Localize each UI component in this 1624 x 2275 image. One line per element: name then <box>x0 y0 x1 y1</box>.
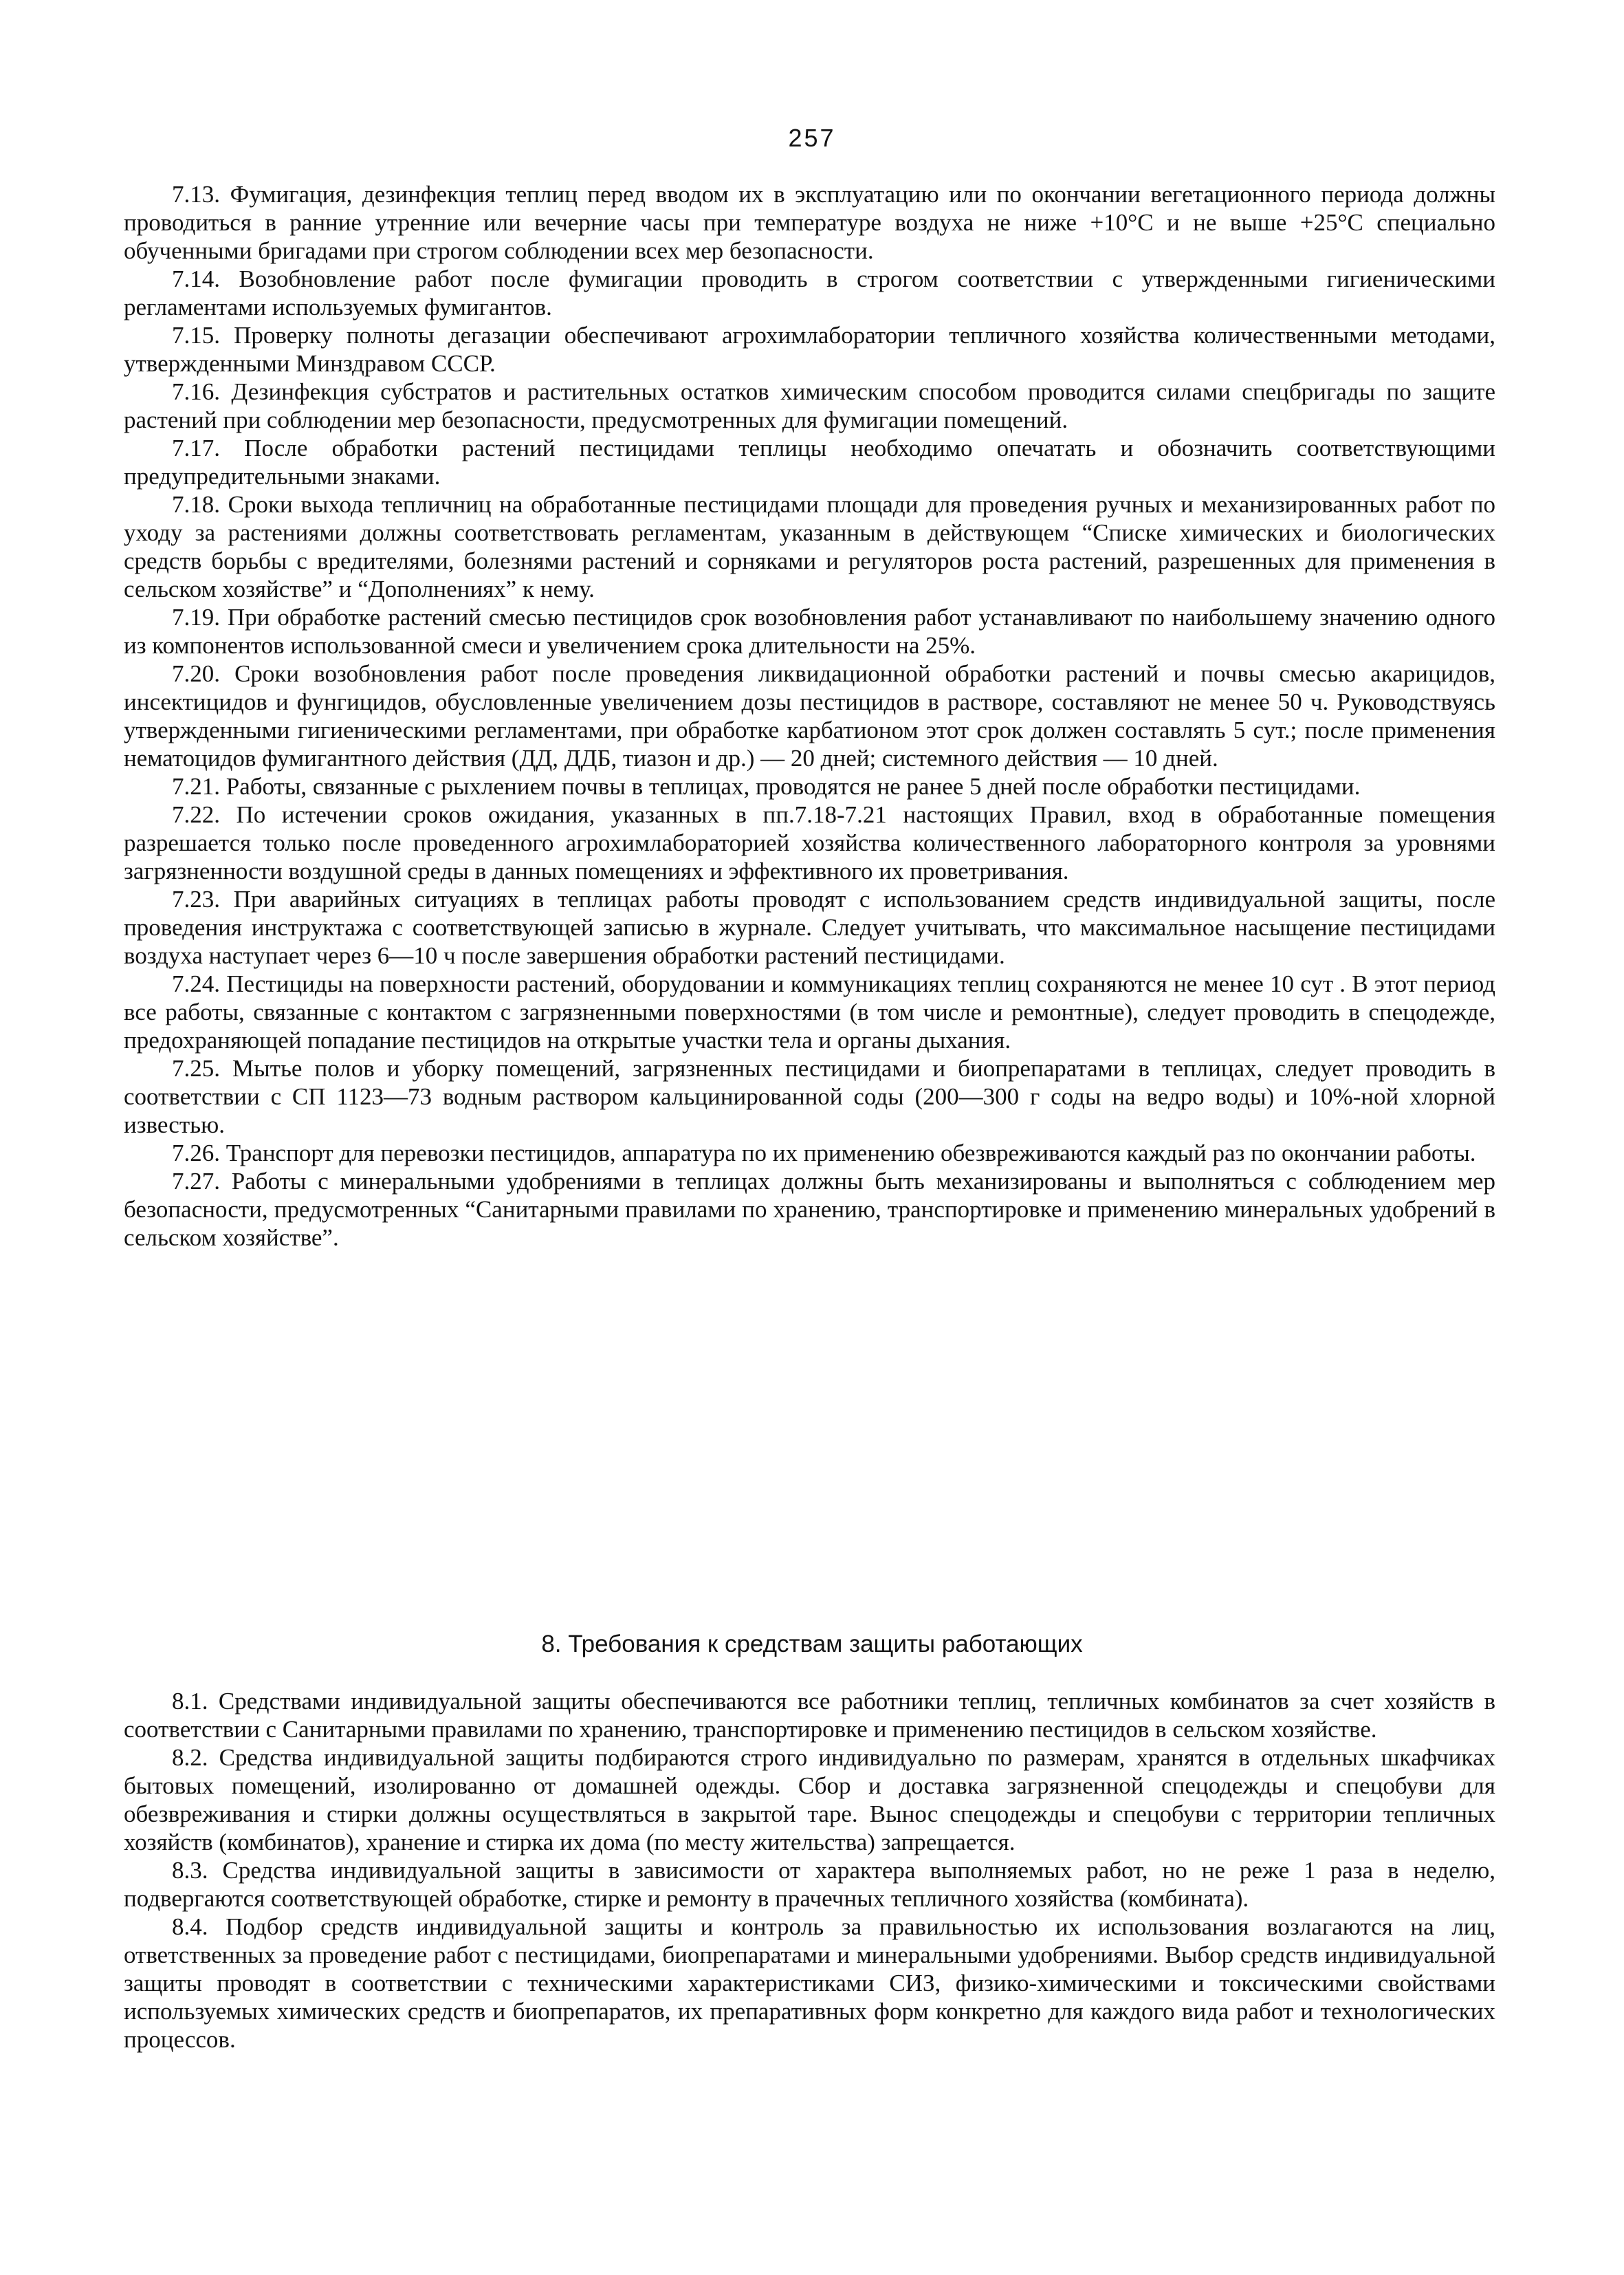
paragraph-7-18: 7.18. Сроки выхода тепличниц на обработанные пестицидами площади для проведения ручных и механизированных работ по уходу за растениями должны соответствовать регламентам, указанным в действующем “Списке химических и биологических средств борьбы с вредителями, болезнями растений и сорняками и регуляторов роста растений, разрешенных для применения в сельском хозяйстве” и “Дополнениях” к нему. <box>124 491 1495 602</box>
paragraph-8-3: 8.3. Средства индивидуальной защиты в зависимости от характера выполняемых работ, но не реже 1 раза в неделю, подвергаются соответствующей обработке, стирке и ремонту в прачечных тепличного хозяйства (комбината). <box>124 1857 1495 1912</box>
paragraph-8-2: 8.2. Средства индивидуальной защиты подбираются строго индивидуально по размерам, хранятся в отдельных шкафчиках бытовых помещений, изолированно от домашней одежды. Сбор и доставка загрязненной спецодежды и спецобуви для обезвреживания и стирки должны осуществляться в закрытой таре. Вынос спецодежды и спецобуви с территории тепличных хозяйств (комбинатов), хранение и стирка их дома (по месту жительства) запрещается. <box>124 1744 1495 1855</box>
paragraph-7-14: 7.14. Возобновление работ после фумигации проводить в строгом соответствии с утвержденными гигиеническими регламентами используемых фумигантов. <box>124 265 1495 320</box>
paragraph-7-19: 7.19. При обработке растений смесью пестицидов срок возобновления работ устанавливают по наибольшему значению одного из компонентов использованной смеси и увеличением срока длительности на 25%. <box>124 604 1495 659</box>
paragraph-7-15: 7.15. Проверку полноты дегазации обеспечивают агрохимлаборатории тепличного хозяйства количественными методами, утвержденными Минздравом СССР. <box>124 322 1495 377</box>
paragraph-7-22: 7.22. По истечении сроков ожидания, указанных в пп.7.18-7.21 настоящих Правил, вход в обработанные помещения разрешается только после проведенного агрохимлабораторией хозяйства количественного лабораторного контроля за уровнями загрязненности воздушной среды в данных помещениях и эффективного их проветривания. <box>124 801 1495 884</box>
paragraph-7-25: 7.25. Мытье полов и уборку помещений, загрязненных пестицидами и биопрепаратами в теплицах, следует проводить в соответствии с СП 1123—73 водным раствором кальцинированной соды (200—300 г соды на ведро воды) и 10%-ной хлорной известью. <box>124 1055 1495 1138</box>
paragraph-7-24: 7.24. Пестициды на поверхности растений, оборудовании и коммуникациях теплиц сохраняются не менее 10 сут . В этот период все работы, связанные с контактом с загрязненными поверхностями (в том числе и ремонтные), следует проводить в спецодежде, предохраняющей попадание пестицидов на открытые участки тела и органы дыхания. <box>124 970 1495 1054</box>
paragraph-7-16: 7.16. Дезинфекция субстратов и растительных остатков химическим способом проводится силами спецбригады по защите растений при соблюдении мер безопасности, предусмотренных для фумигации помещений. <box>124 378 1495 433</box>
paragraph-8-1: 8.1. Средствами индивидуальной защиты обеспечиваются все работники теплиц, тепличных комбинатов за счет хозяйств в соответствии с Санитарными правилами по хранению, транспортировке и применению пестицидов в сельском хозяйстве. <box>124 1688 1495 1743</box>
paragraph-7-26: 7.26. Транспорт для перевозки пестицидов, аппаратура по их применению обезвреживаются каждый раз по окончании работы. <box>172 1140 1476 1166</box>
section-8-body <box>124 1687 1495 2054</box>
paragraph-8-4: 8.4. Подбор средств индивидуальной защиты и контроль за правильностью их использования возлагаются на лиц, ответственных за проведение работ с пестицидами, биопрепаратами и минеральными удобрениями. Выбор средств индивидуальной защиты проводят в соответствии с техническими характеристиками СИЗ, физико-химическими и токсическими свойствами используемых химических средств и биопрепаратов, их препаративных форм конкретно для каждого вида работ и технологических процессов. <box>124 1913 1495 2053</box>
section-8-heading: 8. Требования к средствам защиты работающих <box>541 1631 1083 1657</box>
section-7-body <box>124 180 1495 1252</box>
paragraph-7-21: 7.21. Работы, связанные с рыхлением почвы в теплицах, проводятся не ранее 5 дней после обработки пестицидами. <box>172 773 1361 800</box>
paragraph-7-17: 7.17. После обработки растений пестицидами теплицы необходимо опечатать и обозначить соответствующими предупредительными знаками. <box>124 435 1495 490</box>
paragraph-7-13: 7.13. Фумигация, дезинфекция теплиц перед вводом их в эксплуатацию или по окончании вегетационного периода должны проводиться в ранние утренние или вечерние часы при температуре воздуха не ниже +10°С и не выше +25°С специально обученными бригадами при строгом соблюдении всех мер безопасности. <box>124 181 1495 264</box>
paragraph-7-23: 7.23. При аварийных ситуациях в теплицах работы проводят с использованием средств индивидуальной защиты, после проведения инструктажа с соответствующей записью в журнале. Следует учитывать, что максимальное насыщение пестицидами воздуха наступает через 6—10 ч после завершения обработки растений пестицидами. <box>124 886 1495 969</box>
paragraph-7-20: 7.20. Сроки возобновления работ после проведения ликвидационной обработки растений и почвы смесью акарицидов, инсектицидов и фунгицидов, обусловленные увеличением дозы пестицидов в растворе, составляют не менее 50 ч. Руководствуясь утвержденными гигиеническими регламентами, при обработке карбатионом этот срок должен составлять 5 сут.; после применения нематоцидов фумигантного действия (ДД, ДДБ, тиазон и др.) — 20 дней; системного действия — 10 дней. <box>124 660 1495 772</box>
paragraph-7-27: 7.27. Работы с минеральными удобрениями в теплицах должны быть механизированы и выполняться с соблюдением мер безопасности, предусмотренных “Санитарными правилами по хранению, транспортировке и применению минеральных удобрений в сельском хозяйстве”. <box>124 1168 1495 1251</box>
page-number: 257 <box>788 124 836 152</box>
